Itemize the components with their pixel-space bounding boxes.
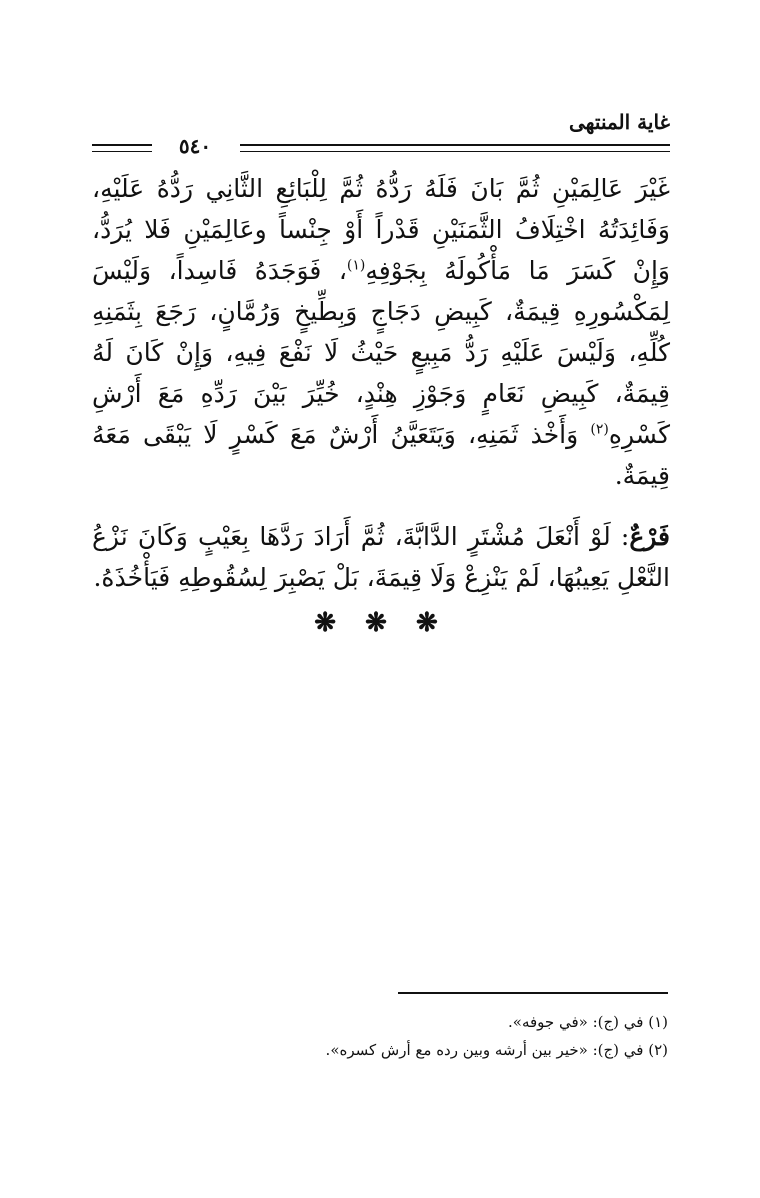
- running-title: غاية المنتهى: [569, 110, 670, 134]
- footnote: (٢) في (ج): «خير بين أرشه وبين رده مع أرش كسره».: [325, 1041, 668, 1059]
- main-text: [92, 168, 670, 638]
- paragraph: [92, 516, 670, 598]
- page-header: [92, 108, 670, 156]
- section-separator: ❋ ❋ ❋: [314, 608, 448, 638]
- paragraph: [92, 168, 670, 496]
- footnote-rule: [398, 992, 668, 994]
- footnote-ref: (١): [346, 257, 366, 274]
- paragraph-text: وَأَخْذ ثَمَنِهِ، وَيَتَعَيَّنُ أَرْشٌ مَعَ كَسْرٍ لَا يَبْقَى مَعَهُ قِيمَةٌ.: [92, 420, 670, 490]
- footnote-ref: (٢): [590, 421, 609, 438]
- paragraph-text: غَيْرَ عَالِمَيْنِ ثُمَّ بَانَ فَلَهُ رَدُّهُ ثُمَّ لِلْبَائِعِ الثَّانِي رَدُّهُ عَلَيْهِ، وَفَائِدَتُهُ اخْتِلَافُ الثَّمَنَيْنِ قَدْراً أَوْ جِنْساً وعَالِمَيْنِ فَلا يُرَدُّ، وَإِنْ كَسَرَ مَا مَأْكُولَهُ بِجَوْفِهِ: [92, 174, 670, 285]
- footnotes: [90, 1008, 668, 1064]
- page-number: ٥٤٠: [178, 134, 212, 158]
- header-rule: [240, 144, 670, 152]
- footnote: (١) في (ج): «في جوفه».: [508, 1013, 668, 1031]
- paragraph-text: : لَوْ أَنْعَلَ مُشْتَرٍ الدَّابَّةَ، ثُمَّ أَرَادَ رَدَّهَا بِعَيْبٍ وَكَانَ نَزْعُ النَّعْلِ يَعِيبُهَا، لَمْ يَنْزِعْ وَلَا قِيمَةَ، بَلْ يَصْبِرَ لِسُقُوطِهِ فَيَأْخُذَهُ.: [92, 522, 670, 592]
- section-term: فَرْعٌ: [629, 522, 670, 551]
- paragraph-text: ، فَوَجَدَهُ فَاسِداً، وَلَيْسَ لِمَكْسُورِهِ قِيمَةٌ، كَبِيضِ دَجَاجٍ وَبِطِّيخٍ وَرُمَّانٍ، رَجَعَ بِثَمَنِهِ كُلِّهِ، وَلَيْسَ عَلَيْهِ رَدُّ مَبِيعٍ حَيْثُ لَا نَفْعَ فِيهِ، وَإِنْ كَانَ لَهُ قِيمَةٌ، كَبِيضِ نَعَامٍ وَجَوْزِ هِنْدٍ، خُيِّرَ بَيْنَ رَدِّهِ مَعَ أَرْشِ كَسْرِهِ: [92, 256, 670, 449]
- header-rule-short: [92, 144, 152, 152]
